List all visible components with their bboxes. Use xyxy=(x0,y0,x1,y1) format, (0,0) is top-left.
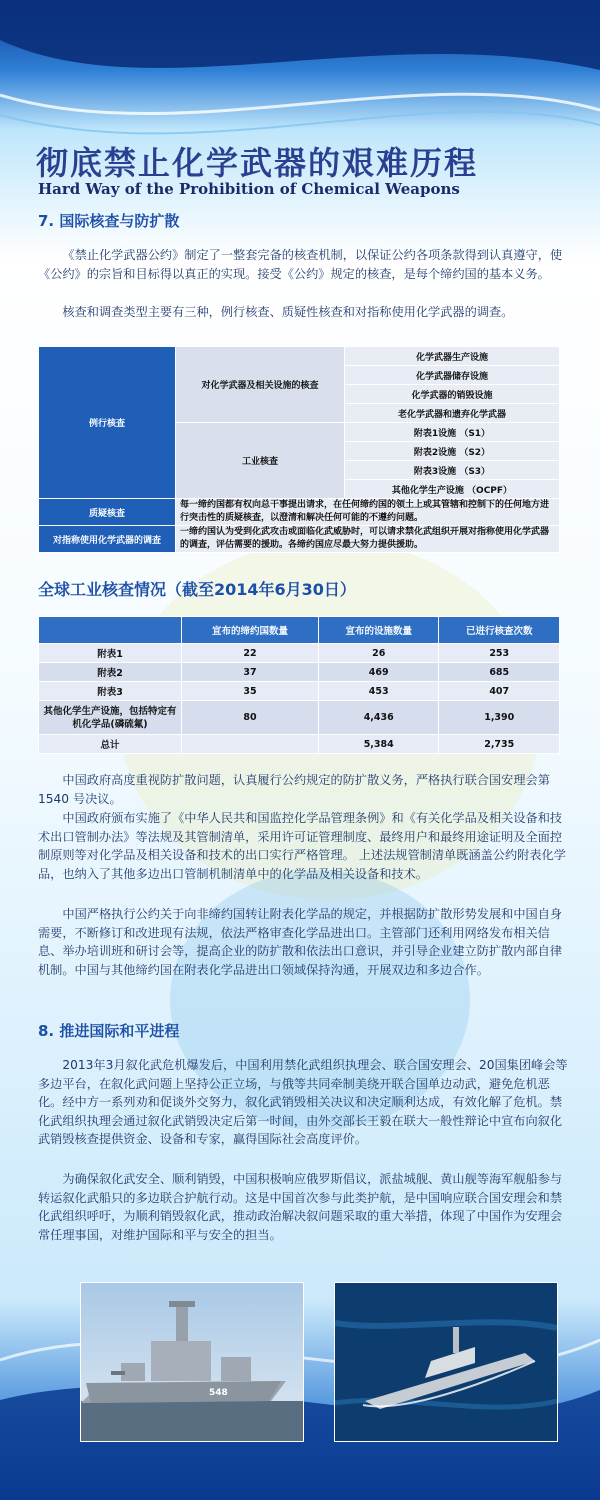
industry-inspection-stats-table xyxy=(38,616,560,754)
table-row xyxy=(39,682,560,701)
nonproliferation-paragraph-3: 中国严格执行公约关于向非缔约国转让附表化学品的规定，并根据防扩散形势发展和中国自身需要，不断修订和改进现有法规，依法严格审查化学品进出口。主管部门还利用网络发布相关信息、举办培训班和研讨会等，提高企业的防扩散和依法出口意识，并引导企业建立防扩散内部自律机制。中国与其他缔约国在附表化学品进出口领域保持沟通，开展双边和多边合作。 xyxy=(38,907,563,977)
table-cell: 407 xyxy=(439,682,560,701)
table-cell: 37 xyxy=(182,663,319,682)
challenge-description: 每一缔约国都有权向总干事提出请求，在任何缔约国的领土上或其管辖和控制下的任何地方进行突击性的质疑核查，以澄清和解决任何可能的不遵约问题。 xyxy=(176,499,560,526)
nonproliferation-paragraph-2: 中国政府颁布实施了《中华人民共和国监控化学品管理条例》和《有关化学品及相关设备和技术出口管制办法》等法规及其管制清单，采用许可证管理制度、最终用户和最终用途证明及全面控制原则等对化学品及相关设备和技术的出口实行严格管理。 上述法规管制清单既涵盖公约附表化学品，也纳入了其他多边出口管制机制清单中的化学品及相关设备和技术。 xyxy=(38,811,566,881)
frigate-photo-right xyxy=(334,1282,558,1442)
frigate-photo-left xyxy=(80,1282,304,1442)
challenge-inspection-cell: 质疑核查 xyxy=(39,499,176,526)
table-cell: 其他化学生产设施 （OCPF） xyxy=(345,480,560,499)
page-title: 彻底禁止化学武器的艰难历程 xyxy=(36,144,479,182)
table-row xyxy=(39,701,560,735)
table-cell: 化学武器生产设施 xyxy=(345,347,560,366)
row-header: 其他化学生产设施，包括特定有机化学品(磷硫氟) xyxy=(39,701,182,735)
table-cell: 453 xyxy=(318,682,439,701)
table-cell xyxy=(182,735,319,754)
section-7-heading: 7. 国际核查与防扩散 xyxy=(38,212,180,230)
table-row xyxy=(39,735,560,754)
table-cell: 26 xyxy=(318,644,439,663)
cw-facility-inspection-cell: 对化学武器及相关设施的核查 xyxy=(176,347,345,423)
section-7-paragraph-2: 核查和调查类型主要有三种，例行核查、质疑性核查和对指称使用化学武器的调查。 xyxy=(62,305,514,319)
alleged-use-cell: 对指称使用化学武器的调查 xyxy=(39,526,176,553)
hull-number: 548 xyxy=(209,1388,228,1398)
table-cell: 35 xyxy=(182,682,319,701)
stats-title: 全球工业核查情况（截至2014年6月30日） xyxy=(38,580,356,599)
table-cell: 2,735 xyxy=(439,735,560,754)
table-cell: 469 xyxy=(318,663,439,682)
column-header: 宣布的设施数量 xyxy=(318,617,439,644)
section-8-heading: 8. 推进国际和平进程 xyxy=(38,1022,180,1040)
table-cell: 5,384 xyxy=(318,735,439,754)
column-header: 宣布的缔约国数量 xyxy=(182,617,319,644)
alleged-use-description: 一缔约国认为受到化武攻击或面临化武威胁时，可以请求禁化武组织开展对指称使用化学武器的调查，评估需要的援助。各缔约国应尽最大努力提供援助。 xyxy=(176,526,560,553)
column-header xyxy=(39,617,182,644)
table-cell: 685 xyxy=(439,663,560,682)
row-header: 总计 xyxy=(39,735,182,754)
table-cell: 附表1设施 （S1） xyxy=(345,423,560,442)
nonproliferation-paragraph-1: 中国政府高度重视防扩散问题，认真履行公约规定的防扩散义务，严格执行联合国安理会第1540 号决议。 xyxy=(38,773,550,806)
section-8-paragraph-2: 为确保叙化武安全、顺利销毁，中国积极响应俄罗斯倡议，派盐城舰、黄山舰等海军舰船参与转运叙化武船只的多边联合护航行动。这是中国首次参与此类护航，是中国响应联合国安理会和禁化武组织呼吁，为顺利销毁叙化武，推动政治解决叙问题采取的重大举措，体现了中国作为安理会常任理事国，对维护国际和平与安全的担当。 xyxy=(38,1172,563,1242)
section-7-paragraph-1: 《禁止化学武器公约》制定了一整套完备的核查机制，以保证公约各项条款得到认真遵守，使《公约》的宗旨和目标得以真正的实现。接受《公约》规定的核查，是每个缔约国的基本义务。 xyxy=(38,248,563,281)
table-cell: 253 xyxy=(439,644,560,663)
table-row xyxy=(39,663,560,682)
column-header: 已进行核查次数 xyxy=(439,617,560,644)
table-cell: 化学武器的销毁设施 xyxy=(345,385,560,404)
inspection-types-table xyxy=(38,346,560,553)
table-cell: 80 xyxy=(182,701,319,735)
table-cell: 老化学武器和遗弃化学武器 xyxy=(345,404,560,423)
table-cell: 化学武器储存设施 xyxy=(345,366,560,385)
table-row xyxy=(39,644,560,663)
routine-inspection-cell: 例行核查 xyxy=(39,347,176,499)
table-cell: 22 xyxy=(182,644,319,663)
table-cell: 附表2设施 （S2） xyxy=(345,442,560,461)
row-header: 附表3 xyxy=(39,682,182,701)
frigate-at-sea-illustration xyxy=(335,1283,557,1441)
table-cell: 1,390 xyxy=(439,701,560,735)
frigate-at-dock-illustration xyxy=(81,1283,303,1441)
row-header: 附表1 xyxy=(39,644,182,663)
row-header: 附表2 xyxy=(39,663,182,682)
page-subtitle: Hard Way of the Prohibition of Chemical Weapons xyxy=(38,180,460,198)
industry-inspection-cell: 工业核查 xyxy=(176,423,345,499)
table-cell: 附表3设施 （S3） xyxy=(345,461,560,480)
table-cell: 4,436 xyxy=(318,701,439,735)
section-8-paragraph-1: 2013年3月叙化武危机爆发后，中国利用禁化武组织执理会、联合国安理会、20国集团峰会等多边平台，在叙化武问题上坚持公正立场，与俄等共同牵制美绕开联合国单边动武，避免危机恶化。经中方一系列劝和促谈外交努力，叙化武销毁相关决议和决定顺利达成，有效化解了危机。禁化武组织执理会通过叙化武销毁决定后第一时间，由外交部长王毅在联大一般性辩论中宣布向叙化武销毁核查提供资金、设备和专家，赢得国际社会高度评价。 xyxy=(38,1058,568,1146)
